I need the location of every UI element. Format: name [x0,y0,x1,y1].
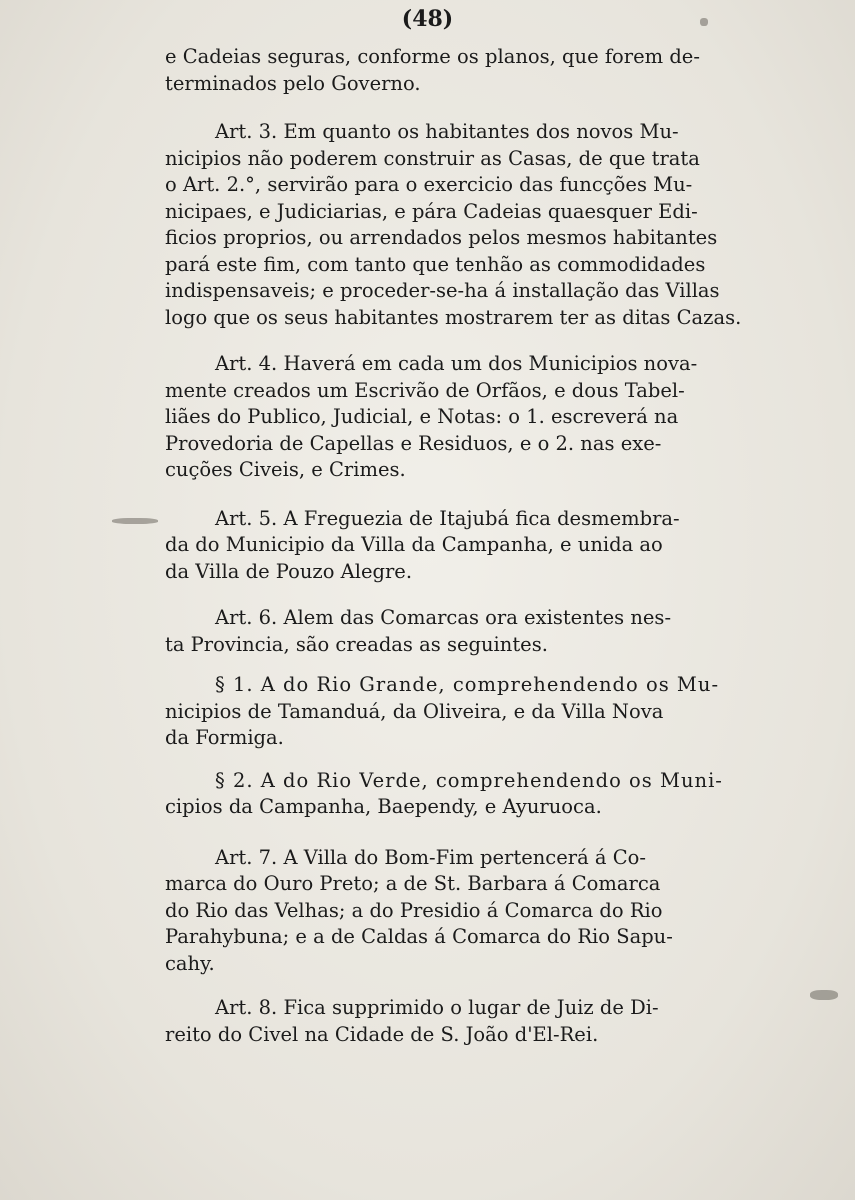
text-line: mente creados um Escrivão de Orfãos, e dous Tabel- [165,378,685,402]
text-body [165,44,755,1060]
ink-smudge [112,518,158,524]
text-line: Provedoria de Capellas e Residuos, e o 2. nas exe- [165,431,662,455]
text-line: Art. 4. Haverá em cada um dos Municipios nova- [215,352,698,375]
paragraph-art-4 [165,351,755,484]
text-line: liães do Publico, Judicial, e Notas: o 1. escreverá na [165,405,679,428]
paragraph-section-1 [165,672,755,752]
page-number: (48) [401,6,454,32]
paragraph-art-5 [165,506,755,586]
text-line: Parahybuna; e a de Caldas á Comarca do Rio Sapu- [165,925,673,948]
paragraph-art-3 [165,119,755,331]
text-line: cahy. [165,951,215,975]
text-line: Art. 6. Alem das Comarcas ora existentes nes- [215,606,672,629]
text-line: cuções Civeis, e Crimes. [165,458,406,481]
text-line: da Villa de Pouzo Alegre. [165,559,413,583]
paragraph-section-2 [165,768,755,821]
text-line: indispensaveis; e proceder-se-ha á installação das Villas [165,279,720,302]
text-line: o Art. 2.°, servirão para o exercicio das funcções Mu- [165,173,693,196]
text-line: Art. 5. A Freguezia de Itajubá fica desmembra- [215,506,680,530]
text-line: nicipaes, e Judiciarias, e pára Cadeias quaesquer Edi- [165,199,698,223]
text-line: terminados pelo Governo. [165,71,421,95]
text-line: do Rio das Velhas; a do Presidio á Comarca do Rio [165,898,663,922]
text-line: nicipios não poderem construir as Casas, de que trata [165,146,700,170]
text-line: reito do Civel na Cidade de S. João d'El-Rei. [165,1022,599,1046]
text-line: § 2. A do Rio Verde, comprehendendo os Muni- [215,768,723,792]
text-line: da Formiga. [165,726,284,749]
text-line: nicipios de Tamanduá, da Oliveira, e da Villa Nova [165,699,664,723]
text-line: Art. 3. Em quanto os habitantes dos novos Mu- [215,120,679,143]
text-line: marca do Ouro Preto; a de St. Barbara á Comarca [165,872,661,895]
text-line: ta Provincia, são creadas as seguintes. [165,632,548,656]
text-line: ficios proprios, ou arrendados pelos mesmos habitantes [165,226,718,249]
text-line: pará este fim, com tanto que tenhão as commodidades [165,252,706,276]
text-line: e Cadeias seguras, conforme os planos, que forem de- [165,45,700,68]
paragraph-continuation [165,44,755,97]
paragraph-art-6 [165,605,755,658]
text-line: Art. 7. A Villa do Bom-Fim pertencerá á Co- [215,845,646,869]
text-line: § 1. A do Rio Grande, comprehendendo os Mu- [215,673,720,696]
ink-smudge [810,990,838,1000]
text-line: cipios da Campanha, Baependy, e Ayuruoca. [165,795,602,818]
paragraph-art-8 [165,995,755,1048]
paragraph-art-7 [165,845,755,978]
text-line: Art. 8. Fica supprimido o lugar de Juiz de Di- [215,996,659,1019]
text-line: da do Municipio da Villa da Campanha, e unida ao [165,533,663,556]
text-line: logo que os seus habitantes mostrarem ter as ditas Cazas. [165,305,742,329]
